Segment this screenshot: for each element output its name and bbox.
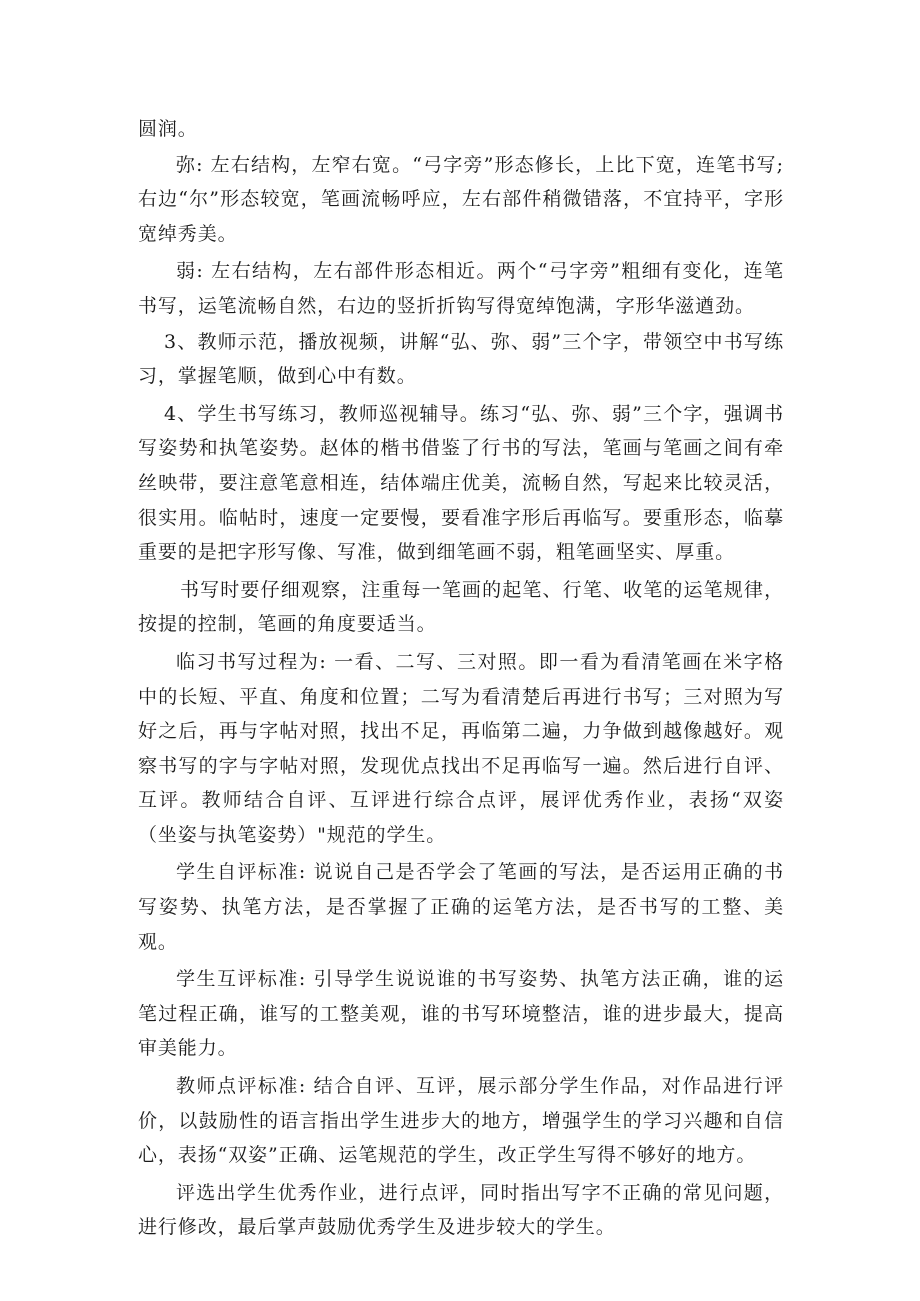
paragraph-self-evaluation: 学生自评标准: 说说自己是否学会了笔画的写法，是否运用正确的书写姿势、执笔方法，是否掌握了正确的运笔方法，是否书写的工整、美观。 [138, 861, 784, 953]
paragraph-step-4: 4、学生书写练习，教师巡视辅导。练习“弘、弥、弱”三个字，强调书写姿势和执笔姿势。赵体的楷书借鉴了行书的写法，笔画与笔画之间有牵丝映带，要注意笔意相连，结体端庄优美，流畅自然，写起来比较灵活，很实用。临帖时，速度一定要慢，要看准字形后再临写。要重形态，临摹重要的是把字形写像、写准，做到细笔画不弱，粗笔画坚实、厚重。 [138, 402, 784, 564]
paragraph-mi-character: 弥: 左右结构，左窄右宽。“弓字旁”形态修长，上比下宽，连笔书写; 右边“尔”形态较宽，笔画流畅呼应，左右部件稍微错落，不宜持平，字形宽绰秀美。 [138, 153, 784, 245]
paragraph-selection: 评选出学生优秀作业，进行点评，同时指出写字不正确的常见问题，进行修改，最后掌声鼓励优秀学生及进步较大的学生。 [138, 1181, 784, 1239]
paragraph-teacher-evaluation: 教师点评标准: 结合自评、互评，展示部分学生作品，对作品进行评价，以鼓励性的语言指出学生进步大的地方，增强学生的学习兴趣和自信心，表扬“双姿”正确、运笔规范的学生，改正学生写得不够好的地方。 [138, 1075, 784, 1167]
paragraph-peer-evaluation: 学生互评标准: 引导学生说说谁的书写姿势、执笔方法正确，谁的运笔过程正确，谁写的工整美观，谁的书写环境整洁，谁的进步最大，提高审美能力。 [138, 968, 784, 1060]
paragraph-writing-observation: 书写时要仔细观察，注重每一笔画的起笔、行笔、收笔的运笔规律，按提的控制，笔画的角度要适当。 [138, 578, 784, 636]
paragraph-continuation: 圆润。 [138, 118, 198, 140]
paragraph-practice-process: 临习书写过程为: 一看、二写、三对照。即一看为看清笔画在米字格中的长短、平直、角度和位置；二写为看清楚后再进行书写；三对照为写好之后，再与字帖对照，找出不足，再临第二遍，力争做到越像越好。观察书写的字与字帖对照，发现优点找出不足再临写一遍。然后进行自评、互评。教师结合自评、互评进行综合点评，展评优秀作业，表扬“双姿（坐姿与执笔姿势）"规范的学生。 [138, 650, 784, 846]
paragraph-ruo-character: 弱: 左右结构，左右部件形态相近。两个“弓字旁”粗细有变化，连笔书写，运笔流畅自然，右边的竖折折钩写得宽绰饱满，字形华滋遒劲。 [138, 260, 784, 317]
paragraph-step-3: 3、教师示范，播放视频，讲解“弘、弥、弱”三个字，带领空中书写练习，掌握笔顺，做到心中有数。 [138, 330, 784, 388]
